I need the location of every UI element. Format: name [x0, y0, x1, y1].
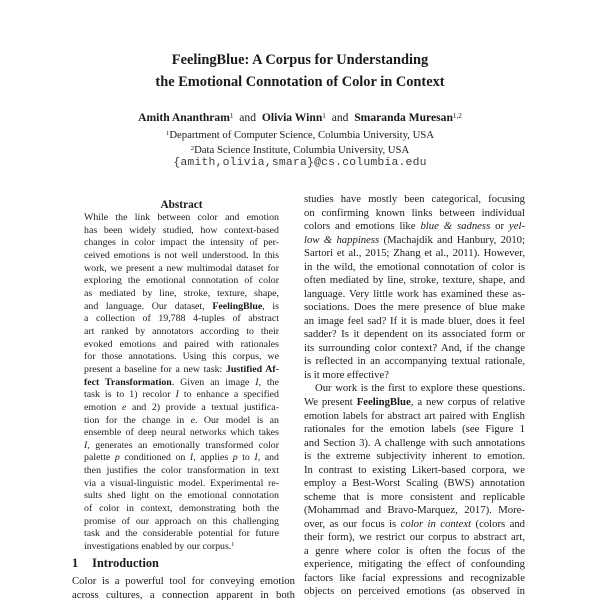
abstract-body — [84, 212, 279, 554]
text-line: fect Transformation. Given an image I, the — [84, 376, 279, 388]
text-line: and Section 3). A challenge with such annotations — [304, 436, 525, 449]
text-line: palette p conditioned on I, applies p to I, and — [84, 452, 279, 464]
text-line: a genre where color is often the focus of the — [304, 544, 525, 557]
text-line: experience, mitigating the effect of confounding — [304, 558, 525, 571]
right-column-text — [304, 193, 525, 599]
text-line: is the extreme subjectivity inherent to emotion. — [304, 450, 525, 463]
text-line: employ a Best-Worst Scaling (BWS) annotation — [304, 477, 525, 490]
text-line: low & happiness (Machajdik and Hanbury, 2010; — [304, 233, 525, 246]
text-line: changes in color impact the intensity of per- — [84, 237, 279, 249]
paper-title — [0, 50, 600, 93]
text-line: exploring the emotional connotation of color — [84, 275, 279, 287]
text-line: is it more effective? — [304, 368, 389, 381]
text-line: In contrast to existing Likert-based corpora, we — [304, 463, 525, 476]
text-line: studies have mostly been categorical, focusing — [304, 193, 525, 205]
text-line: emotion labels for abstract art paired with English — [304, 409, 525, 422]
text-line: (Mohammad and Bravo-Marquez, 2017). More- — [304, 504, 525, 517]
text-line: I, generates an emotionally transformed color — [84, 439, 279, 451]
affiliation-1: $^1$Department of Computer Science, Columbia University, USA — [166, 129, 434, 141]
text-line: Sartori et al., 2015; Zhang et al., 2011). However, — [304, 247, 525, 260]
text-line: has been widely studied, how context-based — [84, 224, 279, 236]
text-line: factors like facial expressions and recognizable — [304, 571, 525, 584]
text-line: present a baseline for a new task: Justified Af- — [84, 363, 279, 375]
text-line: sociations. Does the mere presence of blue make — [304, 301, 525, 314]
text-line: over, as our focus is color in context (colors and — [304, 517, 526, 530]
text-line: emotion e and 2) provide a textual justifica- — [84, 401, 279, 413]
authors-line: Amith Ananthram$^1$ and Olivia Winn$^1$ and Smaranda Muresan$^{1,2}$ — [138, 111, 462, 124]
text-line: and language. Our dataset, FeelingBlue, is — [84, 300, 279, 312]
text-line: While the link between color and emotion — [84, 212, 279, 223]
text-line: a collection of 19,788 4-tuples of abstract — [84, 313, 279, 325]
text-line: work, we present a new multimodal dataset for — [84, 262, 279, 274]
text-line: investigations enabled by our corpus.$^1$ — [84, 541, 235, 553]
text-line: in the wild, the emotional connotation of color is — [304, 260, 525, 273]
text-line: evoked emotions and paired with rationales — [84, 338, 279, 350]
text-line: objects on perceived emotions (as observed in — [304, 585, 525, 598]
authors-email: {amith,olivia,smara}@cs.columbia.edu — [173, 157, 427, 169]
text-line: of color in context, demonstrating both the — [84, 503, 279, 515]
text-line: colors and emotions like blue & sadness or yel- — [304, 220, 526, 233]
text-line: on confirming known links between individual — [304, 206, 525, 219]
text-line: its surrounding color context? And, if the change — [304, 341, 525, 354]
text-line: scheme that is more consistent and replicable — [304, 490, 525, 503]
section-title: Introduction — [92, 556, 159, 570]
text-line: Our work is the first to explore these questions. — [315, 382, 525, 395]
text-line: task is to 1) recolor I to enhance a specified — [84, 389, 279, 401]
introduction-body — [72, 575, 295, 600]
text-line: then justifies the color transformation in text — [84, 465, 279, 477]
affiliation-2: $^2$Data Science Institute, Columbia University, USA — [190, 144, 410, 156]
text-line: We present FeelingBlue, a new corpus of relative — [304, 395, 525, 408]
text-line: ensemble of deep neural networks which takes — [84, 427, 279, 439]
text-line: an image feel sad? If it is made bluer, does it feel — [304, 314, 525, 327]
text-line: sults shed light on the emotional connotation — [84, 490, 279, 502]
section-heading-introduction — [72, 556, 295, 571]
text-line: ceived emotions is not well understood. In this — [84, 249, 279, 261]
text-line: via a visual-linguistic model. Experimental re- — [84, 477, 279, 489]
abstract-heading: Abstract — [160, 199, 203, 211]
text-line: promise of our approach on this challenging — [84, 515, 279, 527]
text-line: tion for the change in e. Our model is an — [84, 414, 279, 426]
text-line: art ranked by annotators according to their — [84, 325, 279, 337]
text-line: for those annotations. Using this corpus, we — [84, 351, 279, 363]
text-line: often mediated by line, stroke, texture, shape, and — [304, 274, 525, 287]
text-line: across cultures, a connection apparent in both — [72, 588, 295, 600]
paper-title-line-2: the Emotional Connotation of Color in Context — [155, 73, 445, 90]
paper-title-line-1: FeelingBlue: A Corpus for Understanding — [171, 52, 429, 68]
text-line: language. Very little work has examined these as- — [304, 287, 525, 300]
text-line: sadder? Is it dependent on its associated form or — [304, 328, 525, 341]
text-line: their form), we restrict our corpus to abstract art, — [304, 531, 525, 544]
text-line: task and the considerable potential for future — [84, 528, 279, 540]
section-number: 1 — [72, 556, 79, 570]
text-line: is reflected in an accompanying textual rationale, — [304, 355, 525, 368]
text-line: Color is a powerful tool for conveying emotion — [72, 575, 295, 587]
text-line: rationales for the emotion labels (see Figure 1 — [304, 423, 525, 436]
text-line: as mediated by line, stroke, texture, shape, — [84, 287, 279, 299]
